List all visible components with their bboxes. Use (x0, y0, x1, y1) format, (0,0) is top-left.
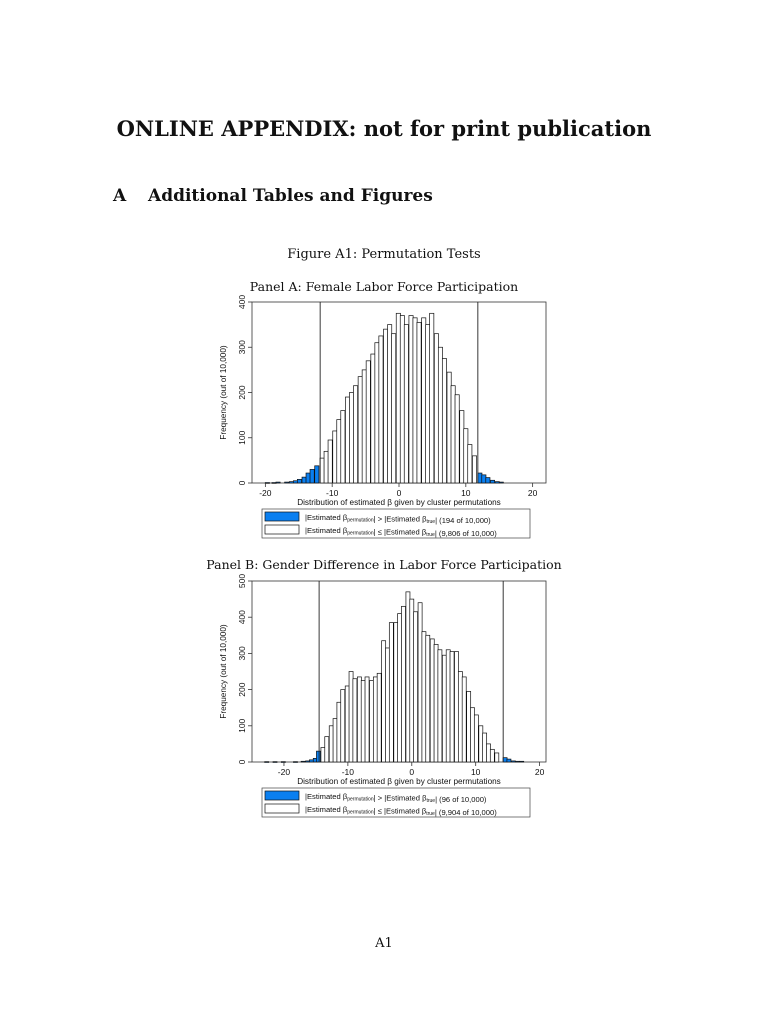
histogram-bar (345, 686, 349, 762)
histogram-bar (371, 354, 375, 483)
histogram-bar-extreme (285, 482, 289, 483)
histogram-bar-extreme (297, 479, 301, 483)
histogram-bar-extreme (315, 466, 319, 483)
histogram-bar-extreme (478, 473, 482, 483)
legend-entry: |Estimated βpermutation| > |Estimated βtrue| (194 of 10,000) (305, 513, 491, 525)
y-tick-label: 0 (237, 480, 247, 486)
histogram-bar (353, 679, 357, 762)
histogram-bar (442, 655, 446, 762)
x-tick-label: -20 (277, 767, 291, 777)
y-tick-label: 400 (237, 294, 247, 310)
histogram-bar (341, 690, 345, 762)
x-tick-label: -20 (259, 488, 272, 498)
histogram-bar-extreme (302, 477, 306, 483)
histogram-bar (426, 325, 430, 483)
x-tick-label: -10 (341, 767, 355, 777)
histogram-bar (472, 456, 476, 483)
histogram-bar-extreme (276, 482, 280, 483)
histogram-bar (333, 719, 337, 762)
histogram-bar (460, 411, 464, 483)
histogram-bar (414, 612, 418, 762)
histogram-bar (450, 652, 454, 762)
histogram-bar (321, 748, 325, 762)
histogram-bar-extreme (503, 758, 507, 762)
histogram-bar (464, 429, 468, 483)
histogram-bar (434, 334, 438, 483)
y-tick-label: 200 (237, 385, 247, 400)
y-axis-label: Frequency (out of 10,000) (219, 624, 228, 719)
x-axis-label: Distribution of estimated β given by cluster permutations (297, 498, 501, 507)
histogram-bar (361, 681, 365, 762)
histogram-bar (375, 343, 379, 483)
histogram-bar (377, 673, 381, 762)
x-axis-label: Distribution of estimated β given by cluster permutations (297, 777, 501, 786)
section-heading (113, 186, 433, 206)
x-tick-label: 0 (409, 767, 415, 777)
histogram-bar-extreme (272, 483, 276, 484)
histogram-bar (384, 329, 388, 483)
histogram-bar-extreme (316, 751, 320, 762)
histogram-bar (422, 632, 426, 762)
figure-caption: Figure A1: Permutation Tests (287, 247, 481, 262)
histogram-bar (337, 420, 341, 483)
histogram-bar (418, 603, 422, 762)
histogram-bar (349, 393, 353, 484)
histogram-bar (328, 440, 332, 483)
histogram-bar (486, 744, 490, 762)
y-tick-label: 0 (237, 759, 247, 765)
histogram-bar (341, 411, 345, 483)
histogram-bar-extreme (306, 761, 310, 762)
histogram-bar (483, 733, 487, 762)
histogram-bar (400, 316, 404, 483)
histogram-bar-extreme (293, 481, 297, 483)
histogram-bar-extreme (520, 761, 524, 762)
histogram-bar (434, 644, 438, 762)
histogram-bar (467, 691, 471, 762)
histogram-bar-extreme (293, 762, 297, 763)
histogram-bar (324, 451, 328, 483)
panel-b-title: Panel B: Gender Difference in Labor Force Participation (206, 557, 562, 572)
y-axis-label: Frequency (out of 10,000) (219, 345, 228, 440)
histogram-bar (474, 715, 478, 762)
legend-swatch (265, 525, 299, 534)
histogram-bar (398, 614, 402, 762)
x-tick-label: 10 (470, 767, 481, 777)
histogram-bar (392, 334, 396, 483)
legend-entry: |Estimated βpermutation| > |Estimated βtrue| (96 of 10,000) (305, 792, 487, 804)
histogram-bar (462, 677, 466, 762)
histogram-bar-extreme (265, 762, 269, 763)
histogram-bar-extreme (495, 482, 499, 483)
y-tick-label: 500 (237, 573, 247, 589)
histogram-bar (325, 737, 329, 762)
histogram-bar-extreme (301, 761, 305, 762)
histogram-bar (389, 623, 393, 762)
histogram-bar-extreme (515, 761, 519, 762)
page-title: ONLINE APPENDIX: not for print publication (116, 116, 652, 141)
histogram-bar (365, 677, 369, 762)
histogram-bar (442, 359, 446, 483)
histogram-bar (410, 599, 414, 762)
x-tick-label: 20 (534, 767, 545, 777)
histogram-bar (394, 623, 398, 762)
y-tick-label: 200 (237, 682, 247, 697)
histogram-bar (495, 753, 499, 762)
histogram-bar-extreme (482, 475, 486, 483)
histogram-bar-extreme (507, 759, 511, 762)
histogram-bar (358, 377, 362, 483)
legend-entry: |Estimated βpermutation| ≤ |Estimated βtrue| (9,806 of 10,000) (305, 526, 497, 538)
histogram-bar (382, 641, 386, 762)
legend-swatch (265, 512, 299, 521)
y-tick-label: 300 (237, 340, 247, 355)
legend-swatch (265, 804, 299, 813)
histogram-bar (353, 386, 357, 483)
histogram-bar (370, 681, 374, 762)
histogram-bar (379, 336, 383, 483)
histogram-bar (430, 639, 434, 762)
histogram-bar (446, 650, 450, 762)
x-tick-label: 10 (461, 488, 471, 498)
histogram-bar-extreme (486, 478, 490, 483)
histogram-bar (451, 386, 455, 483)
page-number: A1 (375, 936, 393, 951)
histogram-bar (385, 648, 389, 762)
legend-entry: |Estimated βpermutation| ≤ |Estimated βtrue| (9,904 of 10,000) (305, 805, 497, 817)
histogram-bar-extreme (511, 761, 515, 762)
histogram-bar (458, 672, 462, 763)
histogram-bar (373, 677, 377, 762)
histogram-bar (362, 370, 366, 483)
histogram-bar (426, 635, 430, 762)
histogram-bar (413, 318, 417, 483)
legend-swatch (265, 791, 299, 800)
histogram-bar (329, 726, 333, 762)
histogram-bar (455, 652, 459, 762)
histogram-bar (404, 325, 408, 483)
histogram-bar (349, 672, 353, 763)
histogram-bar (447, 372, 451, 483)
histogram-bar-extreme (490, 480, 494, 483)
histogram-bar-extreme (309, 760, 313, 762)
histogram-bar (409, 316, 413, 483)
y-tick-label: 100 (237, 430, 247, 445)
x-tick-label: -10 (326, 488, 339, 498)
section-number: A (113, 186, 127, 206)
histogram-bar (406, 592, 410, 762)
panel-a-title: Panel A: Female Labor Force Participation (249, 279, 519, 294)
x-tick-label: 20 (527, 488, 538, 498)
section-title: Additional Tables and Figures (148, 186, 433, 206)
y-tick-label: 300 (237, 646, 247, 661)
histogram-bar (366, 361, 370, 483)
histogram-bar (396, 313, 400, 483)
histogram-bar (422, 318, 426, 483)
histogram-bar (470, 708, 474, 762)
histogram-bar (345, 397, 349, 483)
histogram-bar (430, 313, 434, 483)
histogram-bar (479, 726, 483, 762)
histogram-bar (333, 431, 337, 483)
histogram-bar (417, 322, 421, 483)
histogram-bar (438, 347, 442, 483)
histogram-bar (320, 458, 324, 483)
histogram-bar-extreme (281, 762, 285, 763)
histogram-bar (388, 325, 392, 483)
histogram-bar (337, 702, 341, 762)
histogram-bar-extreme (289, 482, 293, 483)
y-tick-label: 100 (237, 718, 247, 733)
histogram-bar-extreme (265, 483, 269, 484)
histogram-bar-extreme (499, 482, 503, 483)
histogram-bar-extreme (273, 762, 277, 763)
histogram-bar-extreme (310, 469, 314, 483)
histogram-bar (490, 749, 494, 762)
histogram-bar (438, 650, 442, 762)
x-tick-label: 0 (396, 488, 402, 498)
y-tick-label: 400 (237, 610, 247, 625)
histogram-bar (455, 395, 459, 483)
panel-a-histogram (210, 296, 560, 544)
histogram-bar (468, 445, 472, 483)
histogram-bar (401, 606, 405, 762)
panel-b-histogram (210, 575, 560, 823)
histogram-bar (357, 677, 361, 762)
histogram-bar-extreme (306, 473, 310, 483)
